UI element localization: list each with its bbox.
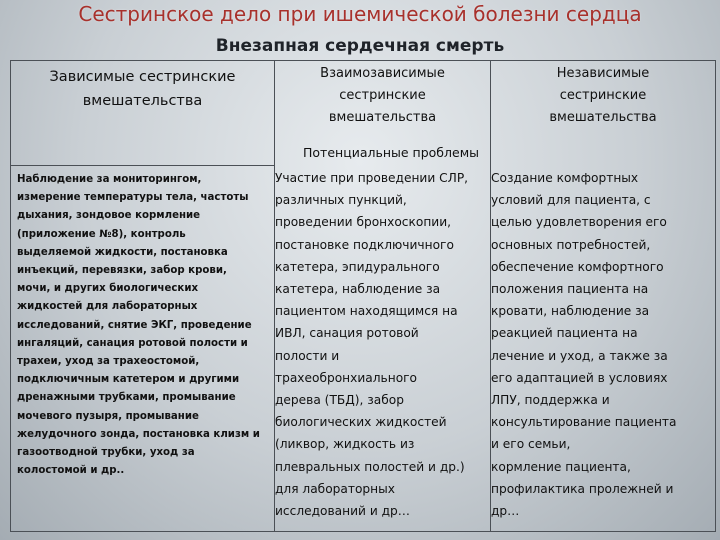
header-interdependent-line-1: Взаимозависимые: [320, 66, 445, 81]
header-dependent-line-2: вмешательства: [82, 93, 203, 109]
text-line: подключичным катетером и другими: [17, 374, 240, 386]
header-independent: [491, 63, 715, 129]
text-line: желудочного зонда, постановка клизм и: [17, 428, 260, 440]
text-line: катетера, наблюдение за: [275, 282, 441, 297]
potential-problems-label: Потенциальные проблемы: [303, 145, 479, 160]
text-line: различных пункций,: [275, 193, 407, 208]
text-line: полости и: [275, 348, 340, 363]
text-line: мочевого пузыря, промывание: [17, 410, 199, 422]
text-line: положения пациента на: [491, 282, 649, 297]
text-line: Наблюдение за мониторингом,: [17, 174, 202, 185]
header-independent-line-2: сестринские: [559, 88, 647, 103]
text-line: проведении бронхоскопии,: [275, 215, 451, 230]
text-line: дерева (ТБД), забор: [275, 393, 404, 408]
header-interdependent-line-2: сестринские: [339, 88, 426, 103]
interventions-table: [10, 60, 716, 532]
header-dependent: [11, 65, 274, 113]
text-line: условий для пациента, с: [491, 193, 651, 208]
slide-title: Сестринское дело при ишемической болезни сердца: [78, 2, 642, 26]
text-line: биологических жидкостей: [275, 415, 447, 430]
header-divider: [11, 165, 274, 166]
dependent-interventions-text: [17, 171, 275, 480]
header-dependent-line-1: Зависимые сестринские: [49, 69, 236, 85]
header-interdependent-line-3: вмешательства: [328, 110, 437, 125]
text-line: дренажными трубками, промывание: [17, 392, 236, 404]
interdependent-interventions-text: [275, 167, 489, 522]
text-line: основных потребностей,: [491, 237, 651, 252]
header-independent-line-1: Независимые: [556, 66, 650, 81]
text-line: Создание комфортных: [491, 171, 639, 185]
header-interdependent: [275, 63, 490, 129]
text-line: исследований, снятие ЭКГ, проведение: [17, 319, 252, 331]
text-line: плевральных полостей и др.): [275, 459, 465, 474]
text-line: колостомой и др..: [17, 465, 125, 477]
text-line: ингаляций, санация ротовой полости и: [17, 337, 248, 349]
text-line: газоотводной трубки, уход за: [17, 447, 195, 459]
text-line: для лабораторных: [275, 481, 395, 496]
text-line: трахеобронхиального: [275, 370, 418, 385]
text-line: выделяемой жидкости, постановка: [17, 246, 228, 258]
text-line: его адаптацией в условиях: [491, 370, 668, 385]
text-line: измерение температуры тела, частоты: [17, 192, 249, 204]
header-independent-line-3: вмешательства: [549, 110, 657, 125]
text-line: (приложение №8), контроль: [17, 228, 186, 240]
text-line: реакцией пациента на: [491, 326, 638, 341]
text-line: пациентом находящимся на: [275, 304, 458, 319]
text-line: трахеи, уход за трахеостомой,: [17, 356, 200, 368]
text-line: обеспечение комфортного: [491, 259, 664, 274]
text-line: мочи, и других биологических: [17, 283, 199, 295]
text-line: кровати, наблюдение за: [491, 304, 650, 319]
text-line: кормление пациента,: [491, 459, 631, 474]
text-line: Участие при проведении СЛР,: [275, 171, 469, 185]
text-line: целью удовлетворения его: [491, 215, 667, 230]
text-line: жидкостей для лабораторных: [17, 301, 198, 313]
text-line: лечение и уход, а также за: [491, 348, 668, 363]
text-line: ЛПУ, поддержка и: [491, 393, 610, 408]
independent-interventions-text: [491, 167, 713, 522]
text-line: ИВЛ, санация ротовой: [275, 326, 419, 341]
text-line: постановке подключичного: [275, 237, 454, 252]
text-line: и его семьи,: [491, 437, 571, 452]
slide-subtitle: Внезапная сердечная смерть: [215, 36, 505, 56]
text-line: инъекций, перевязки, забор крови,: [17, 265, 227, 277]
text-line: исследований и др…: [275, 504, 410, 519]
text-line: профилактика пролежней и: [491, 481, 674, 496]
text-line: др…: [491, 504, 520, 519]
text-line: консультирование пациента: [491, 415, 677, 430]
text-line: дыхания, зондовое кормление: [17, 210, 201, 222]
text-line: катетера, эпидурального: [275, 259, 440, 274]
text-line: (ликвор, жидкость из: [275, 437, 415, 452]
